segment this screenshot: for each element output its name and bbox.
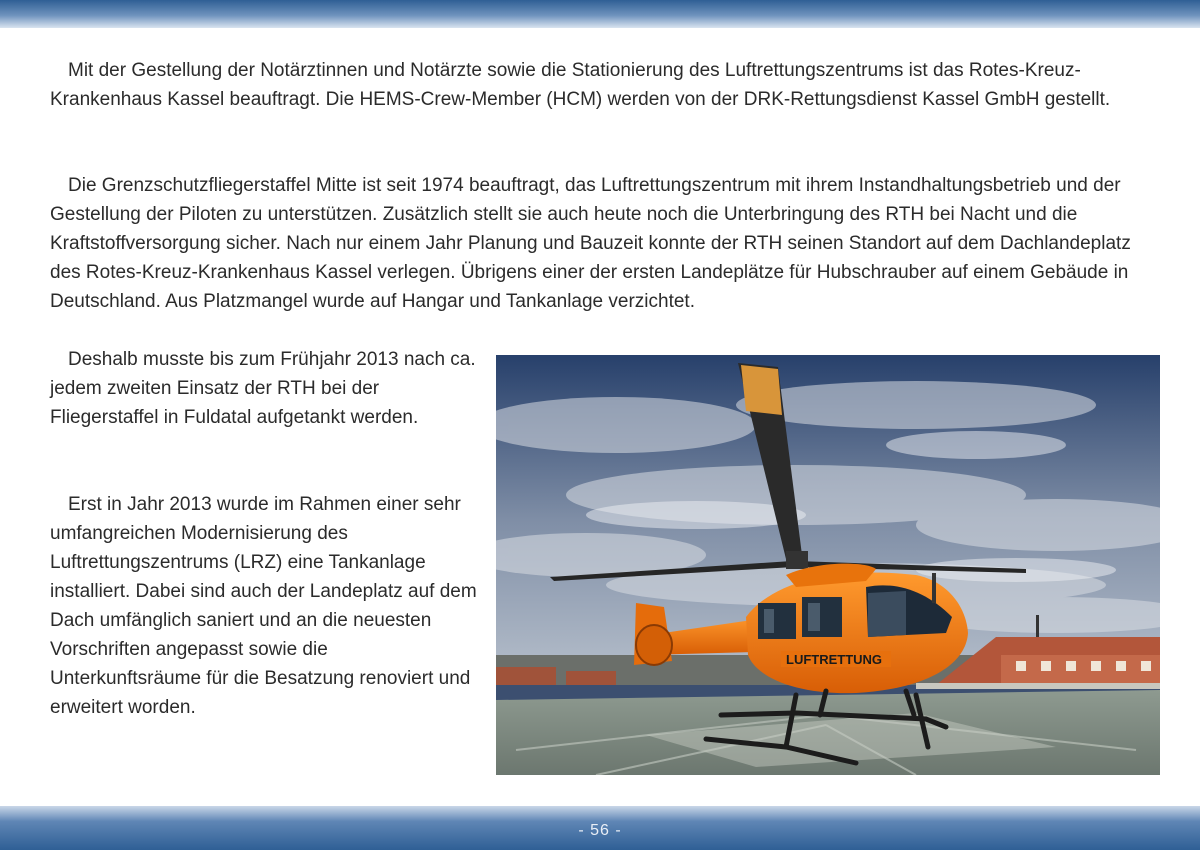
helicopter-photo: [496, 355, 1160, 775]
paragraph-2-text: Die Grenzschutzfliegerstaffel Mitte ist seit 1974 beauftragt, das Luftrettungszentrum mit ihrem Instandhaltungsbetrieb und der Gestellung der Piloten zu unterstützen. Zusätzlich stellt sie auch heute noch die Unterbringung des RTH bei Nacht und die Kraftstoffversorgung sicher. Nach nur einem Jahr Planung und Bauzeit konnte der RTH seinen Standort auf dem Dachlandeplatz des Rotes-Kreuz-Krankenhaus Kassel verlegen. Übrigens einer der ersten Landeplätze für Hubschrauber auf einem Gebäude in Deutschland. Aus Platzmangel wurde auf Hangar und Tankanlage verzichtet.: [50, 175, 1131, 312]
paragraph-1: [50, 56, 1160, 114]
paragraph-4-text: Erst in Jahr 2013 wurde im Rahmen einer sehr umfangreichen Modernisierung des Luftrettungszentrums (LRZ) eine Tankanlage installiert. Dabei sind auch der Landeplatz auf dem Dach umfänglich saniert und an die neuesten Vorschriften angepasst sowie die Unterkunftsräume für die Besatzung renoviert und erweitert worden.: [50, 494, 477, 718]
paragraph-3-text: Deshalb musste bis zum Frühjahr 2013 nach ca. jedem zweiten Einsatz der RTH bei der Fliegerstaffel in Fuldatal aufgetankt werden.: [50, 349, 476, 428]
helicopter-label: LUFTRETTUNG: [786, 652, 883, 667]
paragraph-4: [50, 490, 480, 722]
page-number: - 56 -: [578, 822, 622, 839]
paragraph-3: [50, 345, 480, 432]
paragraph-1-text: Mit der Gestellung der Notärztinnen und Notärzte sowie die Stationierung des Luftrettungszentrums ist das Rotes-Kreuz-Krankenhaus Kassel beauftragt. Die HEMS-Crew-Member (HCM) werden von der DRK-Rettungsdienst Kassel GmbH gestellt.: [50, 60, 1111, 110]
paragraph-2: [50, 171, 1160, 316]
helicopter-illustration: [496, 355, 1160, 775]
